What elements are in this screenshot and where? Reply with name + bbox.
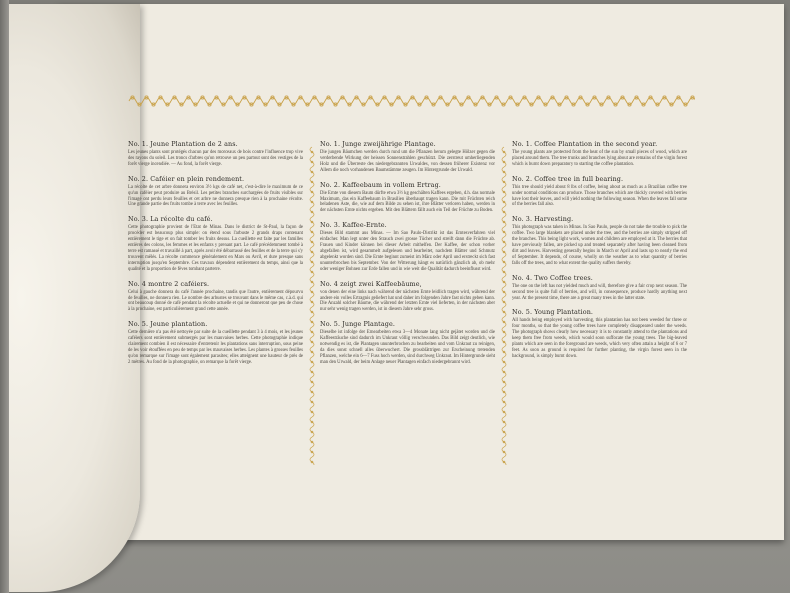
album-binding-curl [0,4,140,592]
caption-heading: No. 4 montre 2 caféiers. [128,279,210,288]
caption-section [128,280,303,314]
caption-section [320,280,495,314]
caption-text: This tree should yield about 8 lbs of coffee, being about as much as a Brazilian coffee tree under normal conditions can produce. Those branches which are thickly covered with berries have lost their leaves, and will yield nothing the following season. When the leaves fall some of the berries fall also. [512,184,687,208]
caption-section [128,215,303,272]
caption-section [320,181,495,215]
caption-section [512,175,687,209]
german-column [320,140,495,470]
caption-section [320,320,495,365]
caption-section [128,175,303,209]
caption-section [128,320,303,365]
caption-heading: No. 5. Junge Plantage. [320,320,395,329]
caption-text: Die jungen Bäumchen werden durch rund um die Pflanzen herum gelegte Hölzer gegen die verderbende Wirkung der heissen Sonnenstrahlen geschützt. Die zerstreut umherliegenden Holz und die Überreste des niedergebrannten Urwaldes, von dessen früherer Existenz vor Allem die noch vorhandenen Baumstämme zeugen. Im Hintergrunde der Urwald. [320,150,495,173]
caption-text: This photograph was taken in Minas. In Sao Paulo, people do not take the trouble to pick the coffee. Two large blankets are placed under the tree, and the berries are simply stripped off the branches. This being light work, women and children are employed at it. The berries that have previously fallen, are picked up and treated separately after having been cleaned from dirt and leaves. Harvesting generally begins in March or April and lasts up to nearly the end of September. It depends, of course, wholly on the weather as to what quantity of berries falls off the trees, and to what extent the quality suffers thereby. [512,225,687,266]
caption-text: La récolte de cet arbre donnera environ 3½ kgs de café net, c'est-à-dire le maximum de ce qu'un caféier peut produire au Brésil. Les petites branches surchargées de fruits visibles sur l'image ont perdu leurs feuilles et cet arbre ne donnera presque rien à la prochaine récolte. Une grande partie des fruits tombe à terre avec les feuilles. [128,184,303,208]
caption-heading: No. 4 zeigt zwei Kaffeebäume, [320,279,422,288]
caption-text: Die Ernte von diesem Baum dürfte etwa 3½ kg geschälten Kaffees ergeben, d.h. das normale Maximum, das ein Kaffeebaum in Brasilien überhaupt tragen kann. Die mit Früchten reich beladenen Äste, die, wie auf dem Bilde zu sehen ist, ihre Blätter verloren haben, werden in der nächsten Ernte nichts ergeben. Mit den Blättern fällt auch ein Teil der Früchte zu Boden. [320,190,495,214]
caption-heading: No. 2. Coffee tree in full bearing. [512,174,624,183]
caption-section [320,221,495,272]
caption-heading: No. 3. Harvesting. [512,215,574,224]
gold-floral-ornament-icon [125,92,695,110]
french-column [128,140,303,470]
caption-section [512,274,687,302]
caption-text: Dieses Bild stammt aus Minas. — Im Sao Paulo-Distrikt ist das Erntesverfahren viel einfacher. Man legt unter den Strauch zwei grosse Tücher und streift dann die Früchte ab. Frauen und Kinder können bei dieser Arbeit mithelfen. Der Kaffee, der schon vorher abgefallen ist, wird gesammelt aufgelesen und bearbeitet, nachdem Blätter und Schmutz abgelenkt worden sind. Die Ernte beginnt zumeist im März oder April und erstreckt sich fast ununterbrochen bis September. Von der Witterung hängt es natürlich gänzlich ab, ob mehr oder weniger Bohnen zur Erde fallen und in wie weit die Qualität dadurch beeinflusst wird. [320,231,495,272]
caption-text: The young plants are protected from the heat of the sun by small pieces of wood, which are placed around them. The tree trunks and branches lying about are remains of the virgin forest which is burnt down preparatory to starting the coffee plantation. [512,150,687,167]
caption-section [128,140,303,168]
vertical-divider-ornament-icon [307,145,317,465]
caption-heading: No. 3. Kaffee-Ernte. [320,221,387,230]
caption-heading: No. 5. Young Plantation. [512,308,594,317]
caption-section [512,140,687,168]
caption-text: Cette photographie provient de l'Etat de Minas. Dans le district de St-Paul, la façon de procéder est beaucoup plus simple: on étend sous l'arbuste 2 grands draps contenant entièrement le tige et on fait tomber les fruits dessus. La cueillette est faite par les familles entières des colons, les femmes et les enfants y prenant part. Le café précédemment tombé à terre est ramassé et travaillé à part, après avoir été débarrassé des feuilles et de la terre qui s'y trouvent mêlés. La récolte commence généralement en Mars ou Avril, et dure presque sans interruption jusqu'en Septembre. Ces travaux dépendent entièrement du temps, ainsi que la qualité et la proportion de fèves tombant parterre. [128,225,303,272]
caption-text: The one on the left has not yielded much and will, therefore give a fair crop next season. The second tree is quite full of berries, and will, in consequence, produce hardly anything next year. At the present time, there are a great many trees in the latter state. [512,283,687,301]
caption-text: Dieselbe ist infolge der Ernearbeiten etwa 3—4 Monate lang nicht gejätet worden und die Kaffeesträuche sind dadurch im Unkraut völlig verschwunden. Das Bild zeigt deutlich, wie notwendig es ist, die Plantagen ununterbrochen zu bearbeiten und vom Unkraut zu reinigen, da dies sonst schnell alles überwuchert. Die grossblättrigen zur Erscheinung tretenden Pflanzen, welche ein 6—7 Fuss hoch werden, sind durchweg Unkraut. Im Hintergrunde sieht man den Urwald, der beim Anlage neuer Plantagen einfach niedergebrannt wird. [320,330,495,365]
caption-text: All hands being employed with harvesting, this plantation has not been weeded for three or four months, so that the young coffee trees have completely disappeared under the weeds. The photograph shows clearly how necessary it is to constantly attend to the plantations and keep them free from weeds, which would soon suffocate the young trees. The big-leaved plants which are seen in the foreground are weeds, which very often attain a height of 6 or 7 feet. As soon as ground is required for further planting, the virgin forest seen in the background, is simply burnt down. [512,318,687,359]
caption-heading: No. 2. Caféier en plein rendement. [128,174,245,183]
caption-heading: No. 3. La récolte du café. [128,215,213,224]
caption-text: Les jeunes plants sont protégés chacun par des morceaux de bois contre l'influence trop vive des rayons du soleil. Les troncs d'arbres qu'on retrouve un peu partout sont des vestiges de la forêt vierge incendiée. — Au fond, la forêt vierge. [128,150,303,167]
album-spine-edge [0,0,9,593]
caption-text: von denen der eine links nach während der nächsten Ernte leidlich tragen wird, während der andere ein volles Ertragnis geliefert hat und daher im folgenden Jahre fast nichts geben kann. Die Anzahl solcher Bäume, die während der letzten Ernte viel lieferten, in der nächsten aber nur sehr wenig tragen werden, ist in diesem Jahre sehr gross. [320,289,495,313]
caption-heading: No. 1. Junge zweijährige Plantage. [320,140,436,148]
caption-text: Cette dernière n'a pas été nettoyée par suite de la cueillette pendant 3 à 4 mois, et les jeunes caféiers sont entièrement submergés par les mauvaises herbes. Cette photographie indique clairement combien il est nécessaire d'entretenir les plantations sans interruption, sous peine de les voir étouffées en peu de temps par les mauvaises herbes. Les plantes à grosses feuilles qu'on remarque sur l'image sont également parasites; elles atteignent une hauteur de près de 2 mètres. Au fond de la photographie, on remarque la forêt vierge. [128,330,303,365]
caption-text: Celui à gauche donnera du café l'année prochaine, tandis que l'autre, entièrement dépourvu de feuilles, ne donnera rien. Le nombre des arbustes se trouvant dans le même cas, c.à.d. qui ont beaucoup donné de café pendant la récolte actuelle et qui ne donneront que peu de chose à la prochaine, est particulièrement grand cette année. [128,289,303,313]
caption-heading: No. 1. Jeune Plantation de 2 ans. [128,140,238,148]
caption-section [512,308,687,359]
caption-heading: No. 5. Jeune plantation. [128,320,208,329]
caption-heading: No. 2. Kaffeebaum in vollem Ertrag. [320,180,441,189]
caption-heading: No. 4. Two Coffee trees. [512,273,593,282]
caption-heading: No. 1. Coffee Plantation in the second year. [512,140,658,148]
vertical-divider-ornament-icon [499,145,509,465]
caption-section [320,140,495,174]
english-column [512,140,687,470]
caption-section [512,215,687,266]
